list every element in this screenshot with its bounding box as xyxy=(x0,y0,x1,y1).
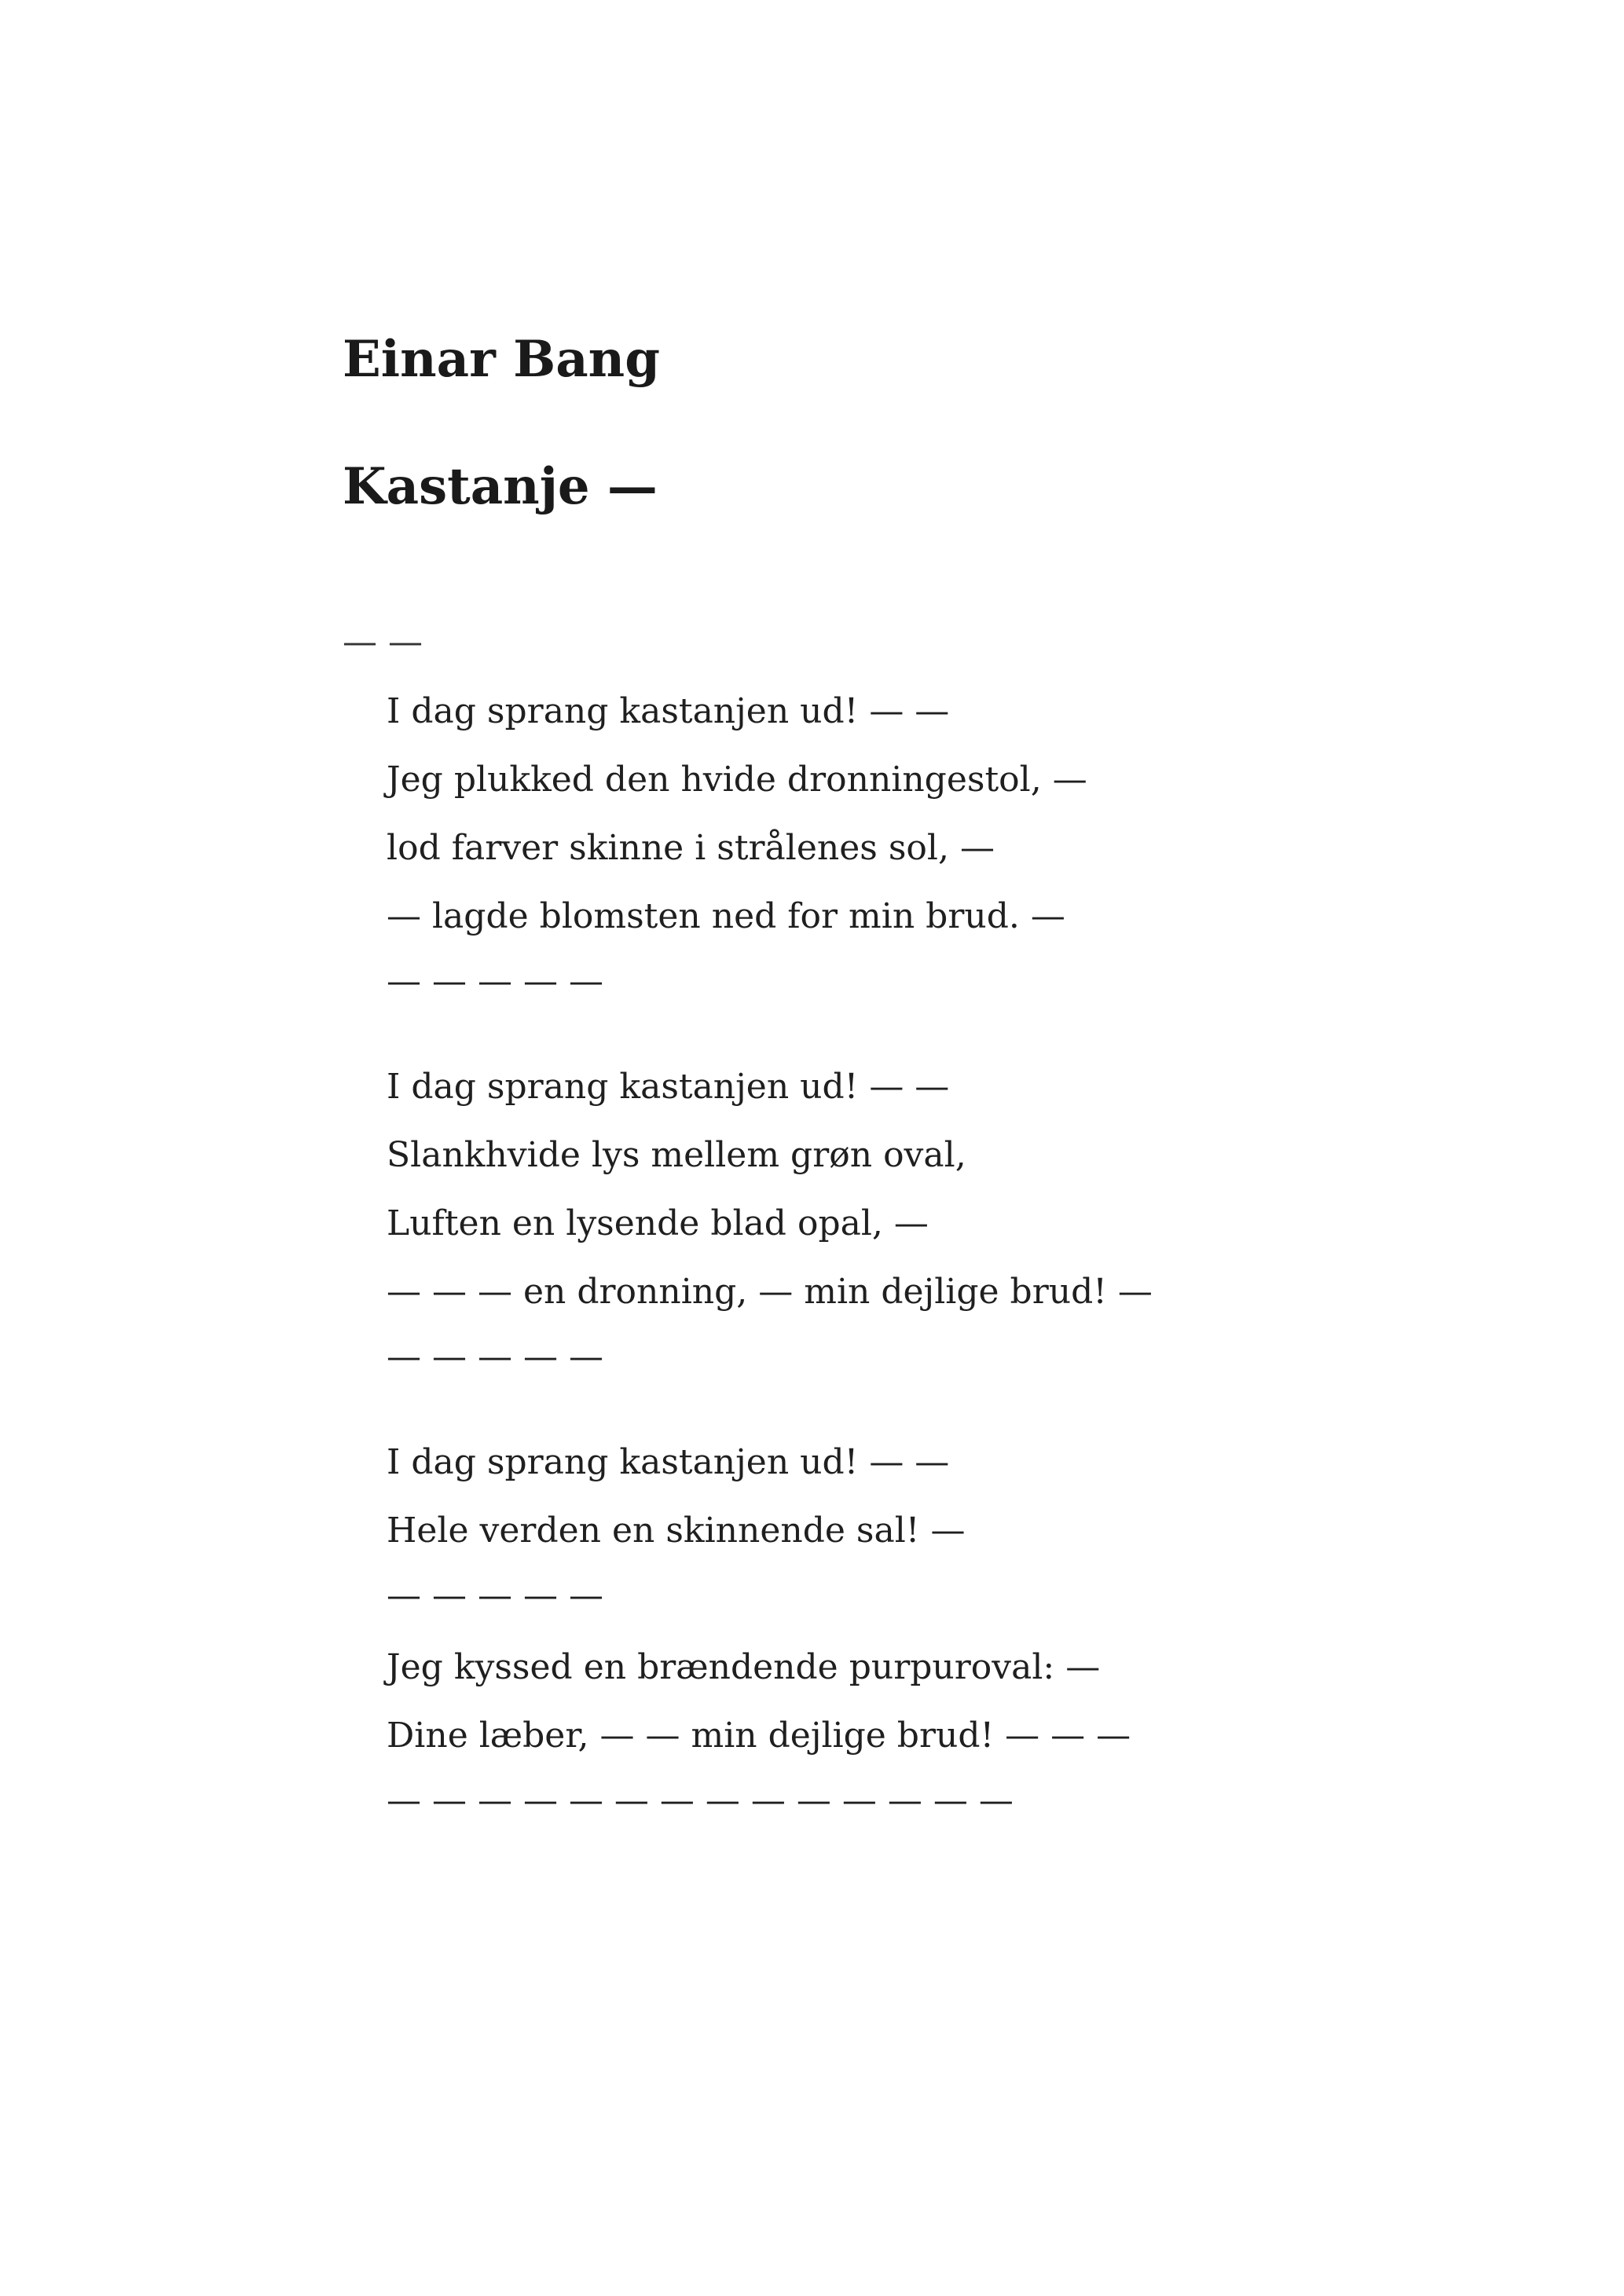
poem-line: Jeg kyssed en brændende purpuroval: — xyxy=(387,1647,1101,1687)
poem-line: I dag sprang kastanjen ud! — — xyxy=(387,691,950,731)
author-heading: Einar Bang xyxy=(343,330,660,389)
poem-line: Jeg plukked den hvide dronningestol, — xyxy=(387,760,1087,800)
poem-line: — — — — — — — — — — — — — — xyxy=(387,1781,1014,1821)
poem-line: — — — — — xyxy=(387,1337,603,1377)
poem-line: I dag sprang kastanjen ud! — — xyxy=(387,1067,950,1107)
poem-line: Dine læber, — — min dejlige brud! — — — xyxy=(387,1716,1131,1756)
poem-line: lod farver skinne i strålenes sol, — xyxy=(387,828,995,868)
poem-line: — — — — — xyxy=(387,961,603,1002)
poem-line: — lagde blomsten ned for min brud. — xyxy=(387,896,1065,936)
poem-line: — — — en dronning, — min dejlige brud! — xyxy=(387,1272,1153,1312)
poem-line: — — — — — xyxy=(387,1576,603,1616)
poem-title: Kastanje — xyxy=(343,457,658,516)
poem-line: Hele verden en skinnende sal! — xyxy=(387,1511,966,1551)
poem-line: I dag sprang kastanjen ud! — — xyxy=(387,1442,950,1482)
poem-line: Luften en lysende blad opal, — xyxy=(387,1203,929,1243)
epigraph-dashes: — — xyxy=(343,622,423,662)
poem-line: Slankhvide lys mellem grøn oval, xyxy=(387,1135,966,1175)
